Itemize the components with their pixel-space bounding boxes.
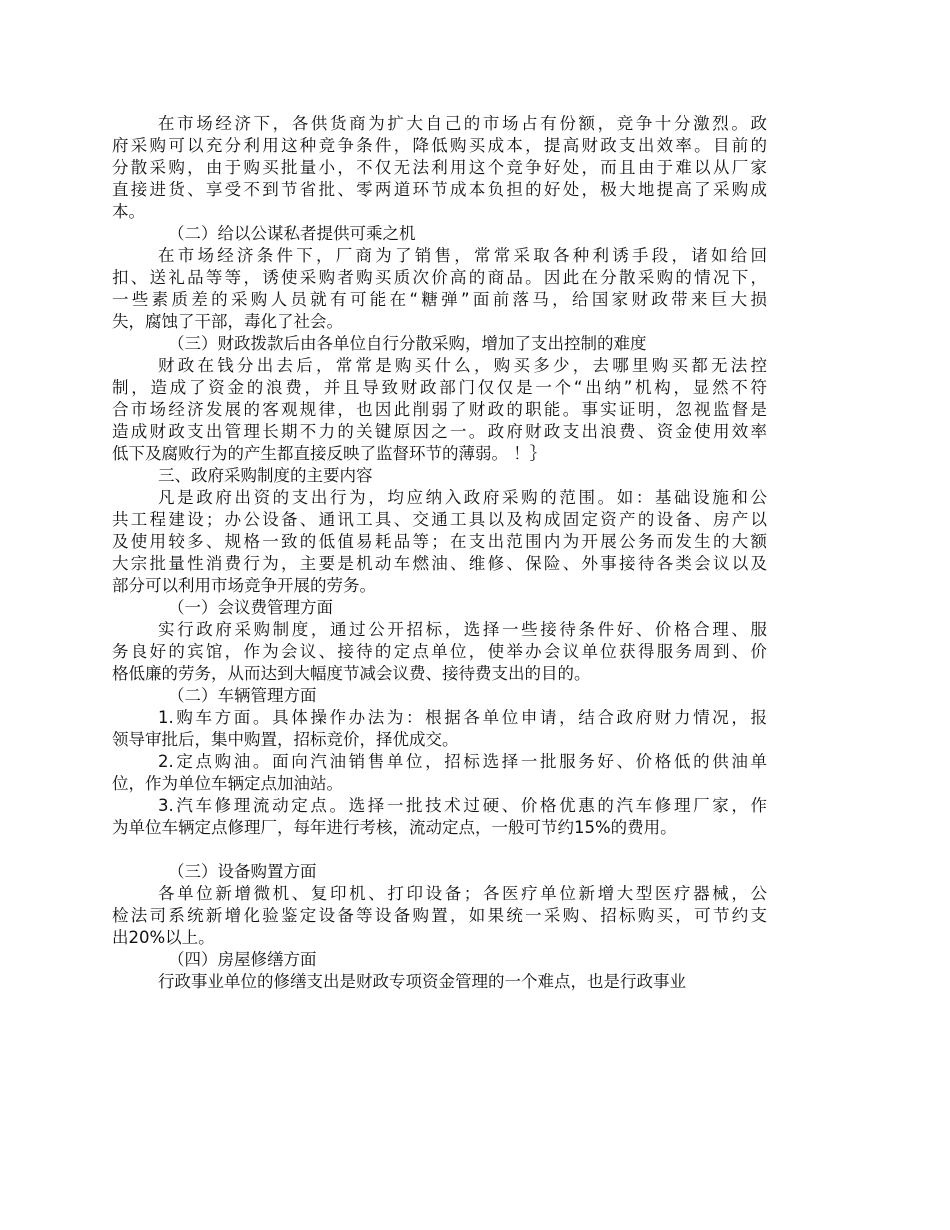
section-heading: （一）会议费管理方面 xyxy=(168,598,333,617)
paragraph-line: 各单位新增微机、复印机、打印设备；各医疗单位新增大型医疗器械，公 xyxy=(158,884,767,903)
paragraph-line: 务良好的宾馆，作为会议、接待的定点单位，使举办会议单位获得服务周到、价 xyxy=(112,642,767,661)
paragraph-line: 为单位车辆定点修理厂，每年进行考核，流动定点，一般可节约15%的费用。 xyxy=(112,818,677,837)
paragraph-line: 合市场经济发展的客观规律，也因此削弱了财政的职能。事实证明，忽视监督是 xyxy=(112,400,767,419)
paragraph-line: 出20%以上。 xyxy=(112,928,215,947)
paragraph-line: 凡是政府出资的支出行为，均应纳入政府采购的范围。如：基础设施和公 xyxy=(158,488,767,507)
paragraph-line: 造成财政支出管理长期不力的关键原因之一。政府财政支出浪费、资金使用效率 xyxy=(112,422,767,441)
paragraph-line: 3.汽车修理流动定点。选择一批技术过硬、价格优惠的汽车修理厂家，作 xyxy=(158,796,767,815)
paragraph-line: 直接进货、享受不到节省批、零两道环节成本负担的好处，极大地提高了采购成 xyxy=(112,180,767,199)
paragraph-line: 在市场经济条件下，厂商为了销售，常常采取各种利诱手段，诸如给回 xyxy=(158,246,767,265)
paragraph-line: 共工程建设；办公设备、通讯工具、交通工具以及构成固定资产的设备、房产以 xyxy=(112,510,767,529)
paragraph-line: 2.定点购油。面向汽油销售单位，招标选择一批服务好、价格低的供油单 xyxy=(158,752,767,771)
paragraph-line: 扣、送礼品等等，诱使采购者购买质次价高的商品。因此在分散采购的情况下， xyxy=(112,268,767,287)
section-heading: （二）给以公谋私者提供可乘之机 xyxy=(168,224,416,243)
paragraph-line: 位，作为单位车辆定点加油站。 xyxy=(112,774,343,793)
paragraph-line: 制，造成了资金的浪费，并且导致财政部门仅仅是一个“出纳”机构，显然不符 xyxy=(112,378,767,397)
paragraph-line: 在市场经济下，各供货商为扩大自己的市场占有份额，竞争十分激烈。政 xyxy=(158,114,767,133)
paragraph-line: 府采购可以充分利用这种竞争条件，降低购买成本，提高财政支出效率。目前的 xyxy=(112,136,767,155)
paragraph-line: 部分可以利用市场竞争开展的劳务。 xyxy=(112,576,376,595)
section-heading: （四）房屋修缮方面 xyxy=(168,950,317,969)
paragraph-line: 格低廉的劳务，从而达到大幅度节减会议费、接待费支出的目的。 xyxy=(112,664,591,683)
paragraph-line: 实行政府采购制度，通过公开招标，选择一些接待条件好、价格合理、服 xyxy=(158,620,767,639)
paragraph-line: 行政事业单位的修缮支出是财政专项资金管理的一个难点，也是行政事业 xyxy=(158,972,686,991)
blank-line xyxy=(112,839,767,861)
paragraph-line: 失，腐蚀了干部，毒化了社会。 xyxy=(112,312,343,331)
section-heading: （二）车辆管理方面 xyxy=(168,686,317,705)
section-heading: （三）设备购置方面 xyxy=(168,862,317,881)
paragraph-line: 低下及腐败行为的产生都直接反映了监督环节的薄弱。 ！｝ xyxy=(112,444,547,463)
paragraph-line: 及使用较多、规格一致的低值易耗品等；在支出范围内为开展公务而发生的大额 xyxy=(112,532,767,551)
paragraph-line: 本。 xyxy=(112,202,145,221)
paragraph-line: 分散采购，由于购买批量小，不仅无法利用这个竞争好处，而且由于难以从厂家 xyxy=(112,158,767,177)
document-page xyxy=(112,113,767,993)
paragraph-line: 检法司系统新增化验鉴定设备等设备购置，如果统一采购、招标购买，可节约支 xyxy=(112,906,767,925)
section-heading: 三、政府采购制度的主要内容 xyxy=(158,466,373,485)
paragraph-line: 一些素质差的采购人员就有可能在“糖弹”面前落马，给国家财政带来巨大损 xyxy=(112,290,767,309)
paragraph-line: 财政在钱分出去后，常常是购买什么，购买多少，去哪里购买都无法控 xyxy=(158,356,767,375)
section-heading: （三）财政拨款后由各单位自行分散采购，增加了支出控制的难度 xyxy=(168,334,647,353)
paragraph-line: 大宗批量性消费行为，主要是机动车燃油、维修、保险、外事接待各类会议以及 xyxy=(112,554,767,573)
paragraph-line: 1.购车方面。具体操作办法为：根据各单位申请，结合政府财力情况，报 xyxy=(158,708,767,727)
paragraph-line: 领导审批后，集中购置，招标竞价，择优成交。 xyxy=(112,730,459,749)
